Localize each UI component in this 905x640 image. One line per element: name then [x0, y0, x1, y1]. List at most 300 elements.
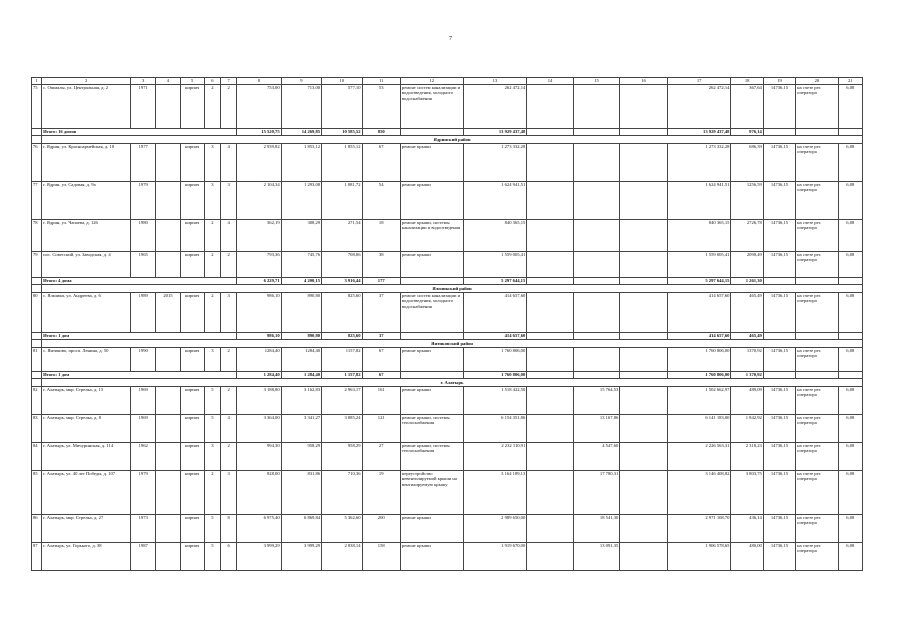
table-cell: 14736,15 [763, 348, 795, 372]
table-cell: 19 [362, 471, 400, 515]
table-cell: 14736,15 [763, 220, 795, 252]
table-cell: 1 284,40 [237, 372, 281, 379]
table-cell [620, 144, 668, 182]
table-cell: 8 [221, 515, 237, 543]
table-cell: 14736,15 [763, 252, 795, 278]
table-cell: 4 200,15 [281, 278, 321, 285]
table-cell: 793,36 [237, 252, 281, 278]
table-cell: 13 091,35 [573, 543, 620, 571]
table-cell: 54 [362, 182, 400, 220]
table-cell: 828,00 [237, 471, 281, 515]
table-cell: 2 989 650,00 [463, 515, 527, 543]
table-cell: 1 273 332,28 [463, 144, 527, 182]
table-cell [527, 182, 574, 220]
table-cell: на счете рег. оператора [796, 144, 838, 182]
table-cell: 1157,82 [322, 348, 362, 372]
table-cell: 577,10 [322, 85, 362, 129]
table-cell: 489,09 [731, 387, 763, 415]
table-cell [156, 182, 180, 220]
table-cell [156, 443, 180, 471]
table-cell: 15 520,75 [237, 129, 281, 136]
table-cell: 2 318,23 [731, 443, 763, 471]
table-cell [573, 278, 620, 285]
table-cell: ремонт крыши [400, 515, 463, 543]
table-cell: ремонт крыши [400, 348, 463, 372]
table-cell: 1 293,08 [281, 182, 321, 220]
column-number-cell: 9 [281, 78, 321, 85]
table-cell: 1 284,40 [281, 372, 321, 379]
table-cell: на счете рег. оператора [796, 543, 838, 571]
table-cell [400, 278, 463, 285]
table-cell: 1 261,30 [731, 278, 763, 285]
table-row [32, 252, 863, 278]
table-cell: 5 297 644,15 [463, 278, 527, 285]
table-cell [400, 372, 463, 379]
table-cell: 994,30 [237, 443, 281, 471]
table-cell: 14736,15 [763, 85, 795, 129]
table-cell: 986,10 [237, 333, 281, 340]
section-row [32, 379, 863, 387]
total-label: Итого: 1 дом [42, 372, 237, 379]
table-cell [400, 129, 463, 136]
table-cell: на счете рег. оператора [796, 348, 838, 372]
table-cell: 436,14 [731, 515, 763, 543]
table-cell: 3 [204, 348, 220, 372]
table-cell [527, 293, 574, 333]
table-cell: 3 803,75 [731, 471, 763, 515]
table-cell: 6 869,84 [281, 515, 321, 543]
table-cell: ремонт крыши [400, 252, 463, 278]
table-cell [796, 333, 838, 340]
table-cell [156, 515, 180, 543]
table-cell: 5 [204, 415, 220, 443]
table-cell: 2 [221, 85, 237, 129]
table-cell: 362,19 [237, 220, 281, 252]
table-cell: кирпич [180, 543, 204, 571]
table-cell: 2 104,34 [237, 182, 281, 220]
table-cell: 2 [204, 85, 220, 129]
table-cell: на счете рег. оператора [796, 415, 838, 443]
table-cell [32, 372, 42, 379]
table-cell: 14736,15 [763, 144, 795, 182]
table-cell [156, 144, 180, 182]
table-cell [32, 340, 42, 348]
column-number-cell: 14 [527, 78, 574, 85]
table-cell: 1971 [131, 85, 156, 129]
table-cell: 708,06 [322, 252, 362, 278]
table-cell: 1 157,82 [322, 372, 362, 379]
column-number-cell: 16 [620, 78, 668, 85]
table-cell: 850 [362, 129, 400, 136]
table-cell: 14736,15 [763, 443, 795, 471]
table-cell: 840 365,15 [463, 220, 527, 252]
table-cell [620, 220, 668, 252]
section-title: Яльчикский район [42, 285, 863, 293]
table-cell: 6 [221, 543, 237, 571]
table-cell: 1990 [131, 348, 156, 372]
table-cell [838, 333, 862, 340]
table-cell: 6,08 [838, 85, 862, 129]
table-cell: 271,54 [322, 220, 362, 252]
table-cell: 1962 [131, 443, 156, 471]
table-cell: 1 855,12 [322, 144, 362, 182]
total-label: Итого: 16 домов [42, 129, 237, 136]
table-cell: 890,80 [281, 333, 321, 340]
column-number-cell: 12 [400, 78, 463, 85]
table-cell: 1 518 422,50 [463, 387, 527, 415]
table-cell: 200 [362, 515, 400, 543]
table-cell: кирпич [180, 415, 204, 443]
row-number: 87 [32, 543, 42, 571]
table-cell: 414 657,60 [463, 333, 527, 340]
address-cell: г. Алатырь, ул. Горького, д. 38 [42, 543, 131, 571]
table-cell: 1 559 005,41 [667, 252, 731, 278]
table-cell: 6,08 [838, 515, 862, 543]
table-row [32, 543, 863, 571]
table-cell: 2 [204, 220, 220, 252]
column-number-cell: 19 [763, 78, 795, 85]
table-cell: 958,29 [322, 443, 362, 471]
table-cell: на счете рег. оператора [796, 85, 838, 129]
table-cell: 465,49 [731, 293, 763, 333]
table-cell [32, 278, 42, 285]
table-cell: 3 [204, 144, 220, 182]
section-row [32, 340, 863, 348]
table-cell [527, 543, 574, 571]
address-cell: г. Алатырь, мкр. Стрелка, д. 15 [42, 387, 131, 415]
table-cell [620, 348, 668, 372]
section-title: Янтиковский район [42, 340, 863, 348]
table-cell: 414 657,60 [667, 293, 731, 333]
table-cell: 262 472,14 [463, 85, 527, 129]
table-cell: 6,08 [838, 144, 862, 182]
table-cell [156, 387, 180, 415]
table-cell: кирпич [180, 220, 204, 252]
table-cell: 831,86 [281, 471, 321, 515]
table-cell: 480,00 [731, 543, 763, 571]
table-cell: 825,60 [322, 333, 362, 340]
row-number: 79 [32, 252, 42, 278]
table-cell: 1 624 941,51 [463, 182, 527, 220]
table-cell: 2 939,82 [237, 144, 281, 182]
table-cell: 1284,40 [237, 348, 281, 372]
table-cell [620, 543, 668, 571]
column-number-cell: 11 [362, 78, 400, 85]
address-cell: г. Алатырь, мкр. Стрелка, д. 27 [42, 515, 131, 543]
table-cell: 121 [362, 415, 400, 443]
table-cell: 3 999,29 [237, 543, 281, 571]
column-number-cell: 3 [131, 78, 156, 85]
table-cell: 38 [362, 252, 400, 278]
table-cell [838, 278, 862, 285]
table-cell: 1980 [131, 220, 156, 252]
table-cell: 6,08 [838, 387, 862, 415]
total-row [32, 278, 863, 285]
table-cell: кирпич [180, 443, 204, 471]
section-row [32, 285, 863, 293]
table-cell: 5 297 644,15 [667, 278, 731, 285]
column-number-cell: 7 [221, 78, 237, 85]
table-cell: 262 472,14 [667, 85, 731, 129]
table-cell [838, 372, 862, 379]
table-row [32, 443, 863, 471]
table-cell [32, 285, 42, 293]
table-cell [527, 144, 574, 182]
table-cell: 753,00 [237, 85, 281, 129]
table-cell: на счете рег. оператора [796, 515, 838, 543]
table-cell: 15 764,53 [573, 387, 620, 415]
table-cell [620, 129, 668, 136]
table-cell: 14736,15 [763, 182, 795, 220]
row-number: 83 [32, 415, 42, 443]
table-cell: 14 269,85 [281, 129, 321, 136]
table-cell [573, 348, 620, 372]
table-cell: 27 [362, 443, 400, 471]
table-cell [527, 372, 574, 379]
row-number: 77 [32, 182, 42, 220]
table-cell: 1973 [131, 515, 156, 543]
row-number: 84 [32, 443, 42, 471]
table-cell: 2 232 110,91 [463, 443, 527, 471]
row-number: 80 [32, 293, 42, 333]
table-cell: 2 [221, 348, 237, 372]
table-cell: 710,36 [322, 471, 362, 515]
table-cell: 3 146 408,82 [667, 471, 731, 515]
table-cell: 686,39 [731, 144, 763, 182]
table-cell: на счете рег. оператора [796, 220, 838, 252]
table-cell [620, 387, 668, 415]
table-cell: 1 559 005,41 [463, 252, 527, 278]
table-cell [620, 443, 668, 471]
table-cell: ремонт крыши [400, 144, 463, 182]
row-number: 81 [32, 348, 42, 372]
table-cell: 4 [221, 144, 237, 182]
table-cell [156, 252, 180, 278]
table-cell: на счете рег. оператора [796, 293, 838, 333]
table-cell [573, 129, 620, 136]
table-cell: переустройство невентилируемой крыши на вентилируемую крышу [400, 471, 463, 515]
table-cell: 1979 [131, 182, 156, 220]
table-cell: 825,60 [322, 293, 362, 333]
address-cell: г. Ядрин, ул. Садовая, д. 9а [42, 182, 131, 220]
table-cell [620, 333, 668, 340]
table-cell: кирпич [180, 515, 204, 543]
table-row [32, 220, 863, 252]
table-cell: 5 362,60 [322, 515, 362, 543]
table-cell: 2 971 108,70 [667, 515, 731, 543]
table-cell [573, 85, 620, 129]
address-cell: г. Алатырь, ул. Мичуринская, д. 114 [42, 443, 131, 471]
table-cell [573, 220, 620, 252]
table-cell [527, 471, 574, 515]
table-row [32, 415, 863, 443]
table-cell [620, 85, 668, 129]
table-cell: 1 853,12 [281, 144, 321, 182]
table-cell [527, 220, 574, 252]
table-cell: на счете рег. оператора [796, 182, 838, 220]
table-cell: кирпич [180, 471, 204, 515]
table-cell: 3 364,00 [237, 415, 281, 443]
column-number-cell: 1 [32, 78, 42, 85]
table-cell: 18 541,30 [573, 515, 620, 543]
table-cell: 3 916,44 [322, 278, 362, 285]
table-cell: 6,08 [838, 182, 862, 220]
table-cell: 4 547,60 [573, 443, 620, 471]
column-number-cell: 8 [237, 78, 281, 85]
column-number-cell: 6 [204, 78, 220, 85]
table-cell: 6,08 [838, 471, 862, 515]
table-cell: 1 760 806,00 [463, 348, 527, 372]
table-cell: 1256,59 [731, 182, 763, 220]
table-cell [32, 129, 42, 136]
table-cell: 2090,49 [731, 252, 763, 278]
table-cell: 18 [362, 220, 400, 252]
section-row [32, 136, 863, 144]
table-cell: на счете рег. оператора [796, 471, 838, 515]
row-number: 78 [32, 220, 42, 252]
column-number-cell: 2 [42, 78, 131, 85]
table-cell [527, 333, 574, 340]
table-cell: ремонт систем канализации и водоотведения, холодного водоснабжения [400, 293, 463, 333]
table-cell: на счете рег. оператора [796, 443, 838, 471]
table-cell: 1 906 578,65 [667, 543, 731, 571]
column-number-row [32, 78, 863, 85]
table-row [32, 515, 863, 543]
table-cell: кирпич [180, 387, 204, 415]
table-cell: 53 [362, 85, 400, 129]
table-cell [32, 333, 42, 340]
table-cell: 2 [221, 387, 237, 415]
table-cell [573, 333, 620, 340]
row-number: 85 [32, 471, 42, 515]
table-cell: 890,80 [281, 293, 321, 333]
table-cell: 367,64 [731, 85, 763, 129]
table-cell: 6,08 [838, 348, 862, 372]
table-cell: 6,08 [838, 415, 862, 443]
table-cell: 3 162,83 [281, 387, 321, 415]
table-cell: 958,29 [281, 443, 321, 471]
table-cell: 745,76 [281, 252, 321, 278]
table-cell: 6,08 [838, 252, 862, 278]
table-cell: 1 760 806,00 [667, 348, 731, 372]
table-cell: 3 [204, 182, 220, 220]
table-cell [573, 144, 620, 182]
row-number: 82 [32, 387, 42, 415]
table-cell: 17 780,31 [573, 471, 620, 515]
table-row [32, 471, 863, 515]
total-row [32, 372, 863, 379]
table-cell [527, 129, 574, 136]
table-cell: 1370,92 [731, 348, 763, 372]
table-cell [620, 471, 668, 515]
table-cell: 161 [362, 387, 400, 415]
table-cell: 3 341,27 [281, 415, 321, 443]
table-cell: ремонт крыши, системы теплоснабжения [400, 443, 463, 471]
table-cell: 976,14 [731, 129, 763, 136]
table-cell [156, 415, 180, 443]
table-cell: 6 975,40 [237, 515, 281, 543]
table-cell: ремонт крыши, системы канализации и водоотведения [400, 220, 463, 252]
table-cell: 5 [204, 543, 220, 571]
column-number-cell: 20 [796, 78, 838, 85]
table-cell: 1 081,72 [322, 182, 362, 220]
capital-repair-table [31, 77, 863, 571]
table-cell: 465,49 [731, 333, 763, 340]
table-cell: 2 [204, 293, 220, 333]
table-cell: 14736,15 [763, 293, 795, 333]
table-cell: 13 167,86 [573, 415, 620, 443]
table-cell: 414 657,60 [463, 293, 527, 333]
table-cell: 67 [362, 348, 400, 372]
column-number-cell: 5 [180, 78, 204, 85]
table-cell [796, 372, 838, 379]
address-cell: с. Янтиково, просп. Ленина, д. 50 [42, 348, 131, 372]
table-cell: кирпич [180, 252, 204, 278]
table-cell: 1 919 670,00 [463, 543, 527, 571]
table-cell: 1969 [131, 415, 156, 443]
table-cell: 3 [221, 471, 237, 515]
table-row [32, 293, 863, 333]
table-cell [527, 387, 574, 415]
table-cell: 158 [362, 543, 400, 571]
table-cell: 177 [362, 278, 400, 285]
section-title: Ядринский район [42, 136, 863, 144]
table-cell [620, 278, 668, 285]
table-cell: ремонт крыши [400, 387, 463, 415]
table-cell: кирпич [180, 182, 204, 220]
table-cell: 14736,15 [763, 415, 795, 443]
table-cell: кирпич [180, 293, 204, 333]
table-row [32, 182, 863, 220]
address-cell: с. Ошмалы, ул. Центральная, д. 2 [42, 85, 131, 129]
table-cell: 1 273 332,28 [667, 144, 731, 182]
table-cell: 6 229,71 [237, 278, 281, 285]
table-cell: 414 657,60 [667, 333, 731, 340]
table-cell: 37 [362, 293, 400, 333]
table-cell [573, 182, 620, 220]
table-cell [400, 333, 463, 340]
section-title: г. Алатырь [42, 379, 863, 387]
table-cell: 1284,40 [281, 348, 321, 372]
table-cell: 2015 [156, 293, 180, 333]
total-label: Итого: 4 дома [42, 278, 237, 285]
table-cell: на счете рег. оператора [796, 387, 838, 415]
table-cell: на счете рег. оператора [796, 252, 838, 278]
table-cell: 3 085,24 [322, 415, 362, 443]
table-cell [156, 85, 180, 129]
table-cell: 1 502 662,97 [667, 387, 731, 415]
table-cell [573, 372, 620, 379]
table-cell [32, 136, 42, 144]
address-cell: г. Ядрин, ул. Чапаева, д. 126 [42, 220, 131, 252]
table-cell: 4 [221, 415, 237, 443]
table-cell: 14736,15 [763, 515, 795, 543]
row-number: 75 [32, 85, 42, 129]
table-cell: 67 [362, 372, 400, 379]
table-cell: ремонт крыши [400, 182, 463, 220]
table-cell: 986,10 [237, 293, 281, 333]
address-cell: г. Алатырь, мкр. Стрелка, д. 8 [42, 415, 131, 443]
table-cell: ремонт систем канализации и водоотведения, холодного водоснабжения [400, 85, 463, 129]
table-cell: кирпич [180, 144, 204, 182]
table-cell: 2 [221, 252, 237, 278]
page-number: 7 [449, 36, 452, 42]
table-cell: 2 963,17 [322, 387, 362, 415]
table-cell: 5 [204, 515, 220, 543]
table-cell: 37 [362, 333, 400, 340]
table-cell: ремонт крыши, системы теплоснабжения [400, 415, 463, 443]
table-cell: 1 370,92 [731, 372, 763, 379]
